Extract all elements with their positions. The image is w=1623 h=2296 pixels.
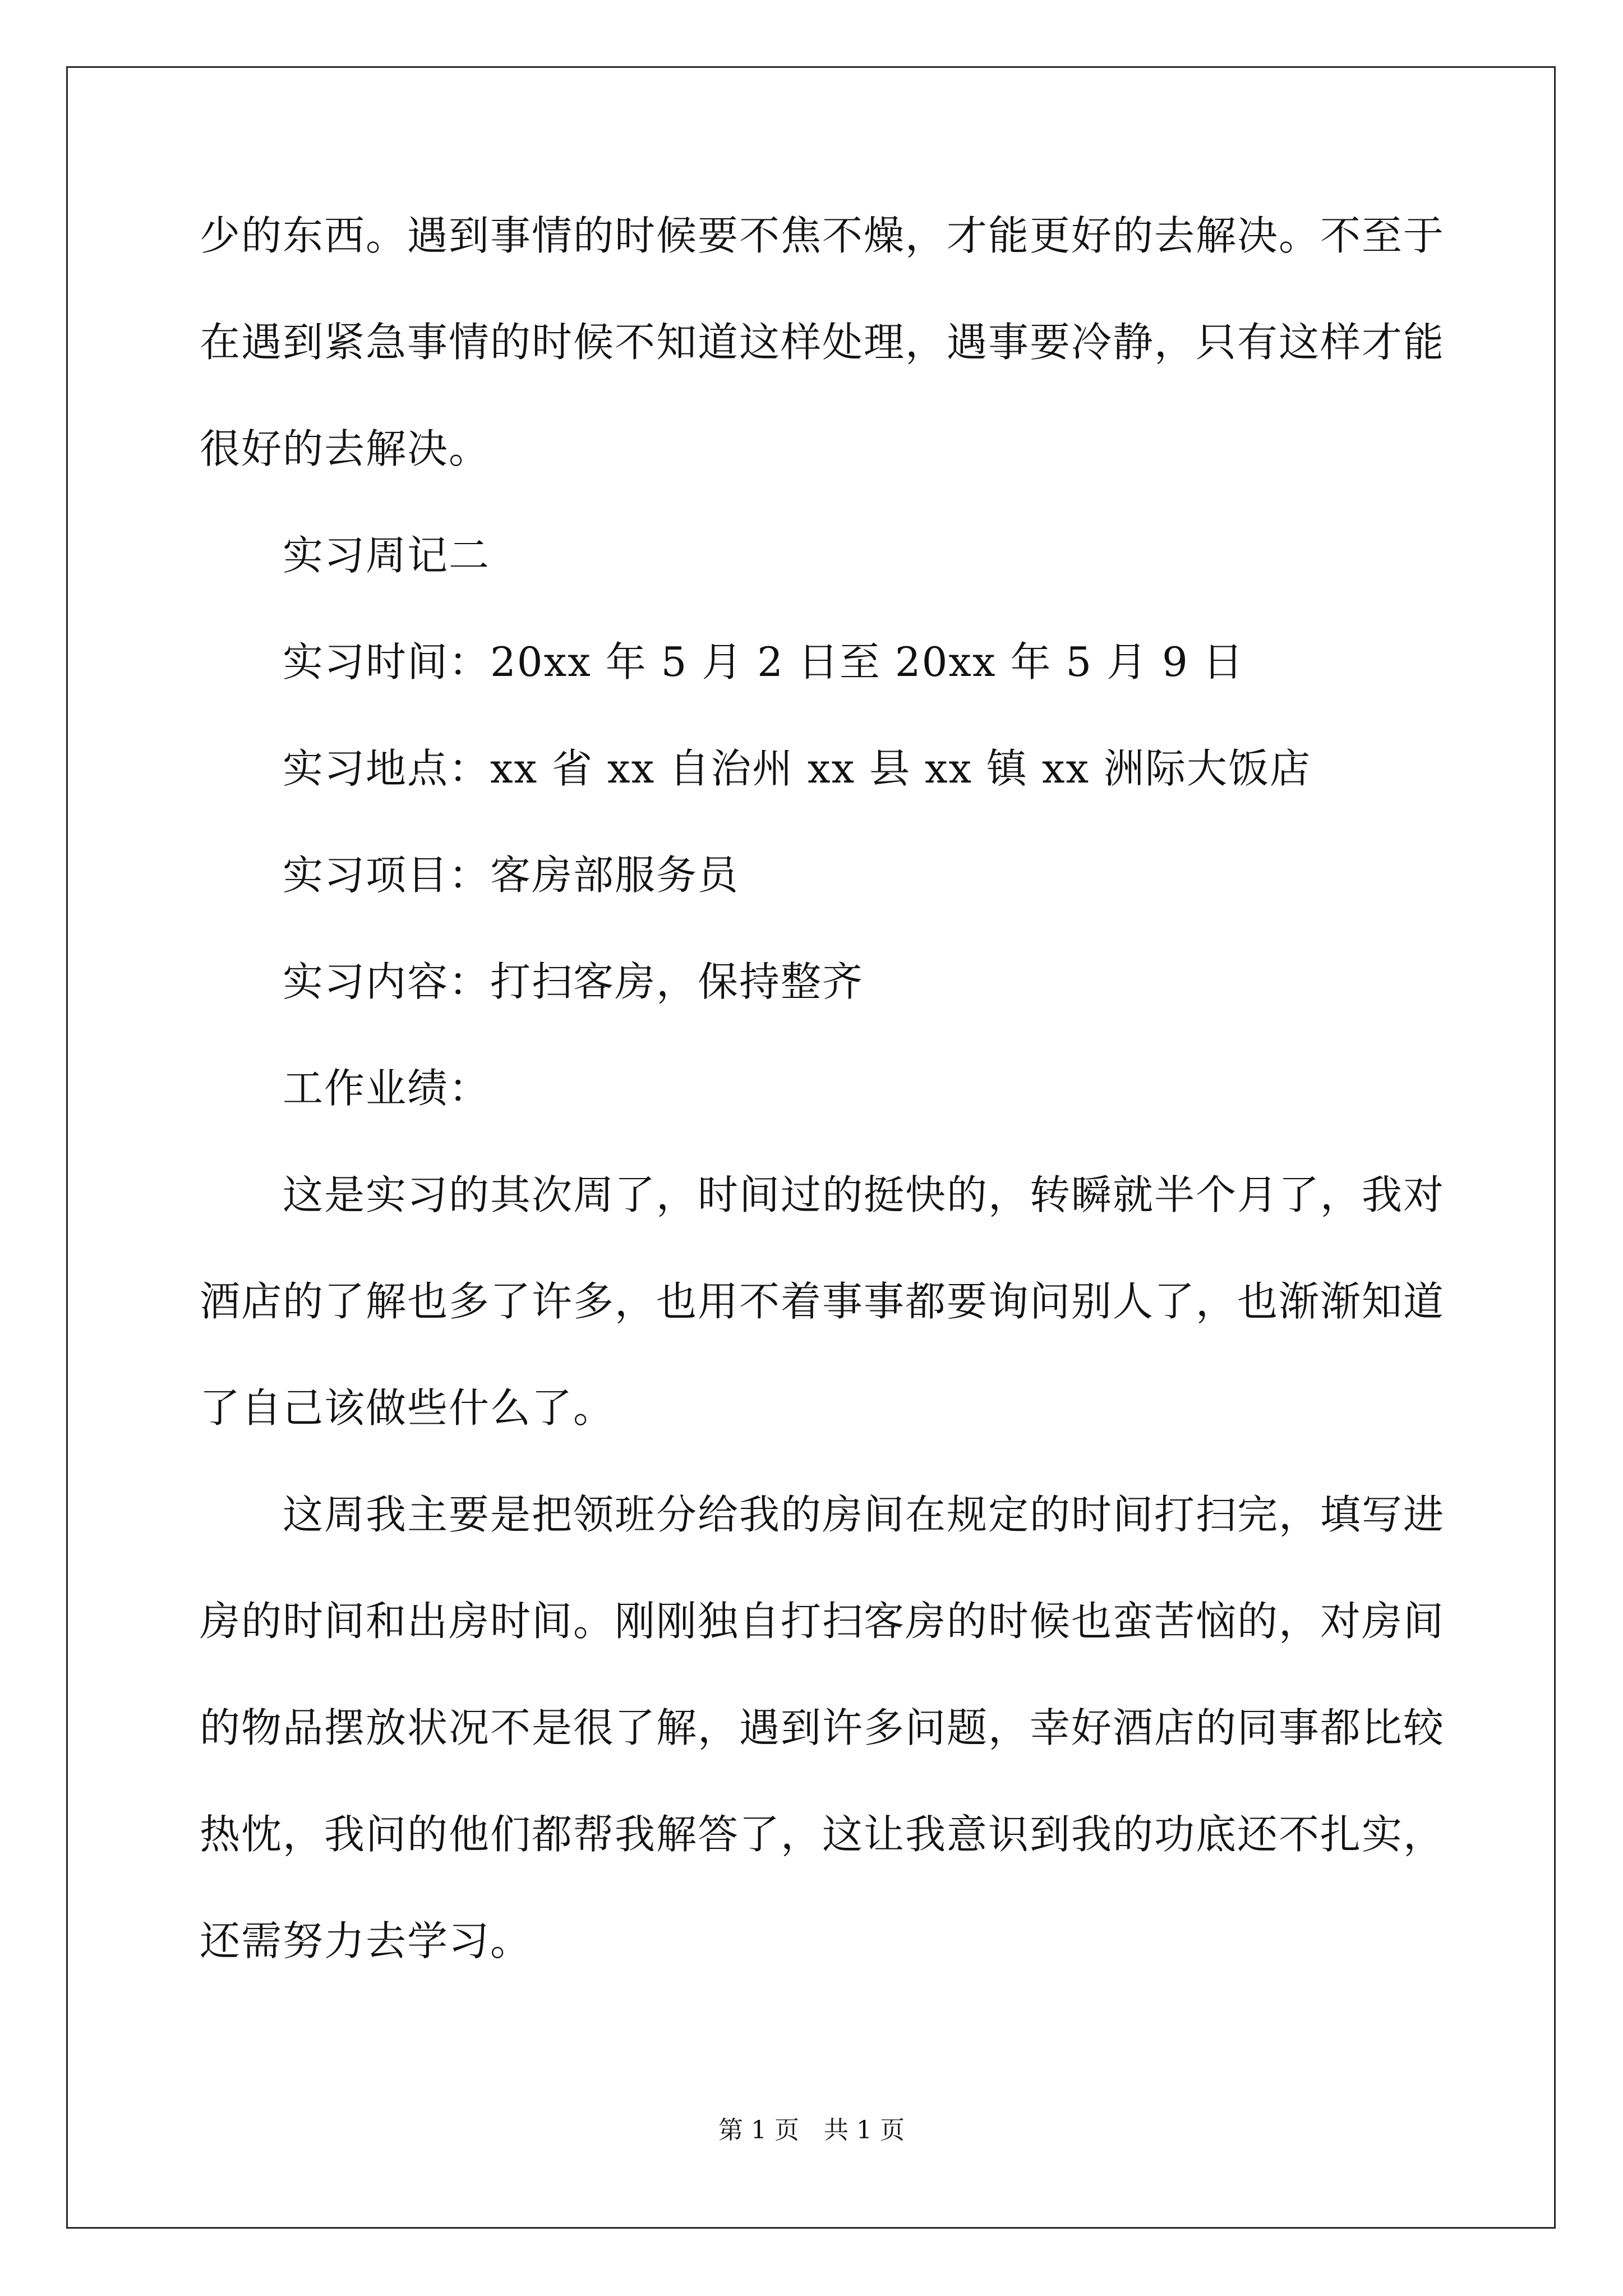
text-line: 这是实习的其次周了，时间过的挺快的，转瞬就半个月了，我对 — [200, 1171, 1445, 1218]
page-border — [66, 66, 1556, 2229]
text-line: 了自己该做些什么了。 — [200, 1384, 615, 1432]
internship-project: 实习项目：客房部服务员 — [200, 852, 740, 899]
section-heading: 实习周记二 — [200, 532, 491, 579]
internship-content: 实习内容：打扫客房，保持整齐 — [200, 958, 864, 1005]
text-line: 热忱，我问的他们都帮我解答了，这让我意识到我的功底还不扎实， — [200, 1811, 1445, 1858]
text-line: 很好的去解决。 — [200, 425, 491, 472]
text-line: 少的东西。遇到事情的时候要不焦不燥，才能更好的去解决。不至于 — [200, 212, 1445, 259]
text-line: 房的时间和出房时间。刚刚独自打扫客房的时候也蛮苦恼的，对房间 — [200, 1598, 1445, 1645]
text-line: 在遇到紧急事情的时候不知道这样处理，遇事要冷静，只有这样才能 — [200, 319, 1445, 366]
internship-location: 实习地点：xx 省 xx 自治州 xx 县 xx 镇 xx 洲际大饭店 — [200, 745, 1312, 792]
text-line: 还需努力去学习。 — [200, 1917, 532, 1964]
work-achievements-label: 工作业绩： — [200, 1065, 491, 1112]
text-line: 这周我主要是把领班分给我的房间在规定的时间打扫完，填写进 — [200, 1491, 1445, 1538]
page-number: 第 1 页 共 1 页 — [718, 2116, 905, 2145]
text-line: 酒店的了解也多了许多，也用不着事事都要询问别人了，也渐渐知道 — [200, 1278, 1445, 1325]
internship-time: 实习时间：20xx 年 5 月 2 日至 20xx 年 5 月 9 日 — [200, 638, 1244, 685]
text-line: 的物品摆放状况不是很了解，遇到许多问题，幸好酒店的同事都比较 — [200, 1704, 1445, 1751]
